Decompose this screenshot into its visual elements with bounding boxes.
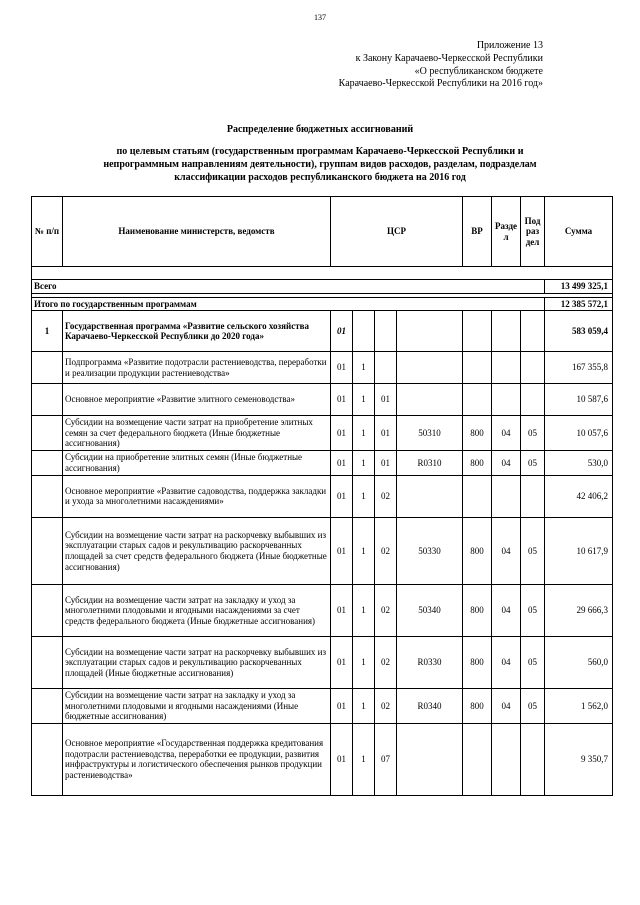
row-podrazdel [521,311,545,352]
table-row [32,384,613,416]
row-csr-activity: 01 [375,384,397,416]
row-sum: 10 587,6 [545,384,613,416]
header-vr: ВР [463,197,492,267]
row-vr: 800 [463,584,492,636]
row-podrazdel: 05 [521,584,545,636]
row-podrazdel [521,384,545,416]
row-name: Основное мероприятие «Развитие садоводства, поддержка закладки и ухода за многолетними насаждениями» [63,475,331,517]
row-sum: 10 057,6 [545,416,613,451]
row-razdel [492,384,521,416]
row-vr [463,384,492,416]
row-csr-direction [397,311,463,352]
table-row [32,450,613,475]
row-name: Основное мероприятие «Развитие элитного семеноводства» [63,384,331,416]
row-csr-direction: R0340 [397,688,463,723]
row-podrazdel: 05 [521,517,545,584]
row-sum: 560,0 [545,636,613,688]
row-vr [463,475,492,517]
row-name: Субсидии на возмещение части затрат на раскорчевку выбывших из эксплуатации старых садов и рекультивацию раскорчеванных площадей (Иные бюджетные ассигнования) [63,636,331,688]
row-name: Субсидии на возмещение части затрат на закладку и уход за многолетними плодовыми и ягодными насаждениями (Иные бюджетные ассигнования) [63,688,331,723]
row-razdel [492,723,521,795]
table-row [32,475,613,517]
programs-total-label: Итого по государственным программам [32,297,545,311]
annex-line: к Закону Карачаево-Черкесской Республики [355,52,543,64]
title-line: по целевым статьям (государственным программам Карачаево-Черкесской Республики и [116,146,524,157]
row-csr-direction [397,723,463,795]
row-csr-direction: R0330 [397,636,463,688]
row-csr-activity: 01 [375,450,397,475]
table-row [32,311,613,352]
title-line: Распределение бюджетных ассигнований [226,124,414,135]
row-num [32,450,63,475]
row-csr-program: 01 [331,636,353,688]
annex-line: «О республиканском бюджете [414,65,543,77]
row-csr-program: 01 [331,416,353,451]
row-name: Субсидии на возмещение части затрат на приобретение элитных семян за счет федерального бюджета (Иные бюджетные ассигнования) [63,416,331,451]
row-csr-direction [397,475,463,517]
row-num: 1 [32,311,63,352]
header-num: № п/п [32,197,63,267]
table-row [32,688,613,723]
budget-table [31,196,613,796]
annex-line: Карачаево-Черкесской Республики на 2016 год» [338,78,543,90]
row-csr-program: 01 [331,688,353,723]
row-vr: 800 [463,636,492,688]
row-name: Основное мероприятие «Государственная поддержка кредитования подотрасли растениеводства, переработки ее продукции, развития инфраструктуры и логистического обеспечения рынков продукции растениеводства» [63,723,331,795]
row-razdel [492,311,521,352]
row-csr-direction [397,352,463,384]
row-csr-program: 01 [331,352,353,384]
row-csr-subprogram: 1 [353,352,375,384]
row-num [32,723,63,795]
header-podrazdel: Под раз дел [521,197,545,267]
programs-total-row [32,297,613,311]
row-vr [463,352,492,384]
document-title [40,123,600,184]
row-razdel: 04 [492,688,521,723]
row-csr-subprogram: 1 [353,384,375,416]
row-csr-direction: 50330 [397,517,463,584]
total-sum: 13 499 325,1 [545,280,613,294]
row-csr-subprogram: 1 [353,517,375,584]
row-name: Субсидии на приобретение элитных семян (Иные бюджетные ассигнования) [63,450,331,475]
page-number: 137 [314,13,326,22]
row-csr-activity: 02 [375,636,397,688]
row-num [32,688,63,723]
row-podrazdel [521,723,545,795]
row-sum: 583 059,4 [545,311,613,352]
row-podrazdel: 05 [521,450,545,475]
header-row [32,197,613,267]
row-razdel [492,475,521,517]
row-csr-direction: R0310 [397,450,463,475]
row-csr-subprogram [353,311,375,352]
row-name: Подпрограмма «Развитие подотрасли растениеводства, переработки и реализации продукции растениеводства» [63,352,331,384]
row-csr-activity: 02 [375,475,397,517]
row-vr: 800 [463,450,492,475]
row-csr-subprogram: 1 [353,584,375,636]
row-vr: 800 [463,416,492,451]
table-row [32,636,613,688]
row-csr-direction [397,384,463,416]
row-csr-activity: 02 [375,688,397,723]
programs-total-sum: 12 385 572,1 [545,297,613,311]
row-num [32,584,63,636]
row-sum: 42 406,2 [545,475,613,517]
row-name: Субсидии на возмещение части затрат на раскорчевку выбывших из эксплуатации старых садов и рекультивацию раскорчеванных площадей за счет средств федерального бюджета (Иные бюджетные ассигнования) [63,517,331,584]
row-csr-activity [375,311,397,352]
row-num [32,416,63,451]
total-row [32,280,613,294]
row-sum: 167 355,8 [545,352,613,384]
table-row [32,517,613,584]
row-sum: 9 350,7 [545,723,613,795]
row-razdel: 04 [492,416,521,451]
row-csr-program: 01 [331,723,353,795]
row-razdel: 04 [492,450,521,475]
row-csr-subprogram: 1 [353,688,375,723]
row-csr-subprogram: 1 [353,475,375,517]
row-vr: 800 [463,517,492,584]
row-podrazdel: 05 [521,416,545,451]
row-podrazdel [521,475,545,517]
row-num [32,636,63,688]
title-line: классификации расходов республиканского бюджета на 2016 год [174,172,466,183]
row-csr-program: 01 [331,517,353,584]
row-csr-program: 01 [331,311,353,352]
row-razdel: 04 [492,636,521,688]
row-csr-program: 01 [331,450,353,475]
row-vr [463,311,492,352]
row-sum: 530,0 [545,450,613,475]
row-csr-subprogram: 1 [353,723,375,795]
row-csr-program: 01 [331,584,353,636]
row-podrazdel: 05 [521,636,545,688]
row-csr-subprogram: 1 [353,416,375,451]
row-csr-subprogram: 1 [353,450,375,475]
row-podrazdel: 05 [521,688,545,723]
row-csr-program: 01 [331,384,353,416]
row-csr-direction: 50340 [397,584,463,636]
row-sum: 10 617,9 [545,517,613,584]
row-razdel [492,352,521,384]
header-csr: ЦСР [331,197,463,267]
row-podrazdel [521,352,545,384]
row-csr-program: 01 [331,475,353,517]
header-name: Наименование министерств, ведомств [63,197,331,267]
row-num [32,352,63,384]
annex-block [339,40,543,91]
row-csr-activity: 07 [375,723,397,795]
row-num [32,517,63,584]
row-razdel: 04 [492,584,521,636]
row-razdel: 04 [492,517,521,584]
table-row [32,723,613,795]
row-sum: 1 562,0 [545,688,613,723]
row-num [32,384,63,416]
annex-line: Приложение 13 [476,40,543,51]
row-csr-direction: 50310 [397,416,463,451]
total-label: Всего [32,280,545,294]
row-csr-activity [375,352,397,384]
row-vr: 800 [463,688,492,723]
row-vr [463,723,492,795]
row-num [32,475,63,517]
title-line: непрограммным направлениям деятельности), группам видов расходов, разделам, подразделам [103,159,537,170]
header-sum: Сумма [545,197,613,267]
row-csr-activity: 02 [375,584,397,636]
row-sum: 29 666,3 [545,584,613,636]
row-name: Государственная программа «Развитие сельского хозяйства Карачаево-Черкесской Республики до 2020 года» [63,311,331,352]
row-csr-subprogram: 1 [353,636,375,688]
table-row [32,416,613,451]
row-csr-activity: 01 [375,416,397,451]
table-row [32,584,613,636]
header-razdel: Разде л [492,197,521,267]
row-csr-activity: 02 [375,517,397,584]
row-name: Субсидии на возмещение части затрат на закладку и уход за многолетними плодовыми и ягодными насаждениями за счет средств федерального бюджета (Иные бюджетные ассигнования) [63,584,331,636]
spacer-row [32,267,613,280]
table-row [32,352,613,384]
